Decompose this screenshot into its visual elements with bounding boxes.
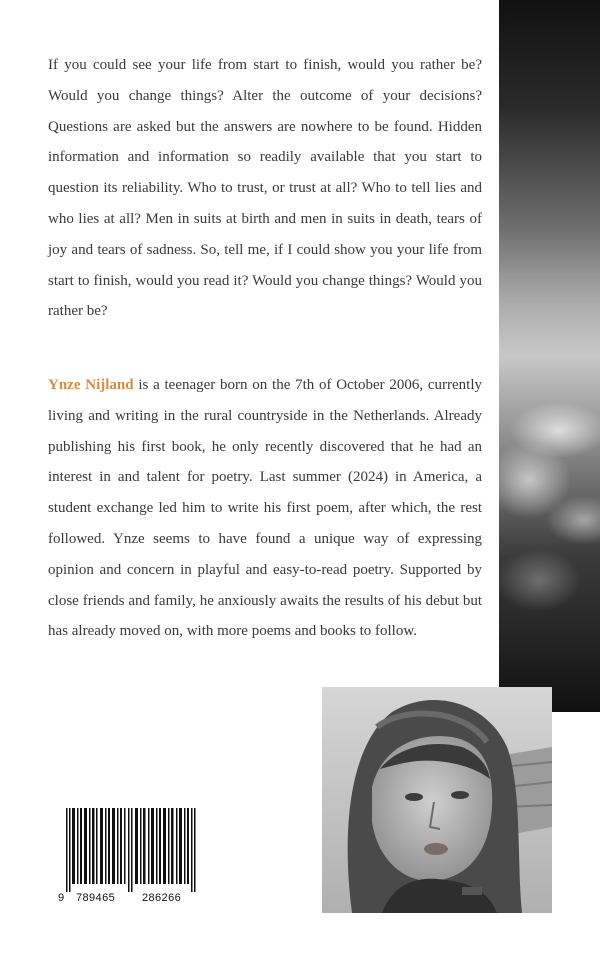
author-bio (48, 370, 482, 647)
barcode-bars (58, 806, 218, 894)
cover-sky-photo-strip (499, 0, 600, 712)
barcode-lead-digit: 9 (58, 892, 65, 904)
author-portrait-image (322, 687, 552, 913)
barcode-second-group: 286266 (142, 892, 182, 904)
back-cover-blurb: If you could see your life from start to finish, would you rather be? Would you change things? Alter the outcome of your decisions? Questions are asked but the answers are nowhere to be found. Hidden information and information so readily available that you start to question its reliability. Who to trust, or trust at all? Who to tell lies and who lies at all? Men in suits at birth and men in suits in death, tears of joy and tears of sadness. So, tell me, if I could show you your life from start to finish, would you read it? Would you change things? Would you rather be? (48, 57, 482, 320)
author-bio-text: is a teenager born on the 7th of October 2006, currently living and writing in the rural countryside in the Netherlands. Already publishing his first book, he only recently discovered that he had an interest in and talent for poetry. Last summer (2024) in America, a student exchange led him to write his first poem, after which, the rest followed. Ynze seems to have found a unique way of expressing opinion and concern in playful and easy-to-read poetry. Supported by close friends and family, he anxiously awaits the results of his debut but has already moved on, with more poems and books to follow. (48, 377, 482, 640)
author-photo (322, 687, 552, 913)
author-name: Ynze Nijland (48, 377, 134, 393)
isbn-barcode (58, 806, 218, 911)
barcode-first-group: 789465 (76, 892, 116, 904)
